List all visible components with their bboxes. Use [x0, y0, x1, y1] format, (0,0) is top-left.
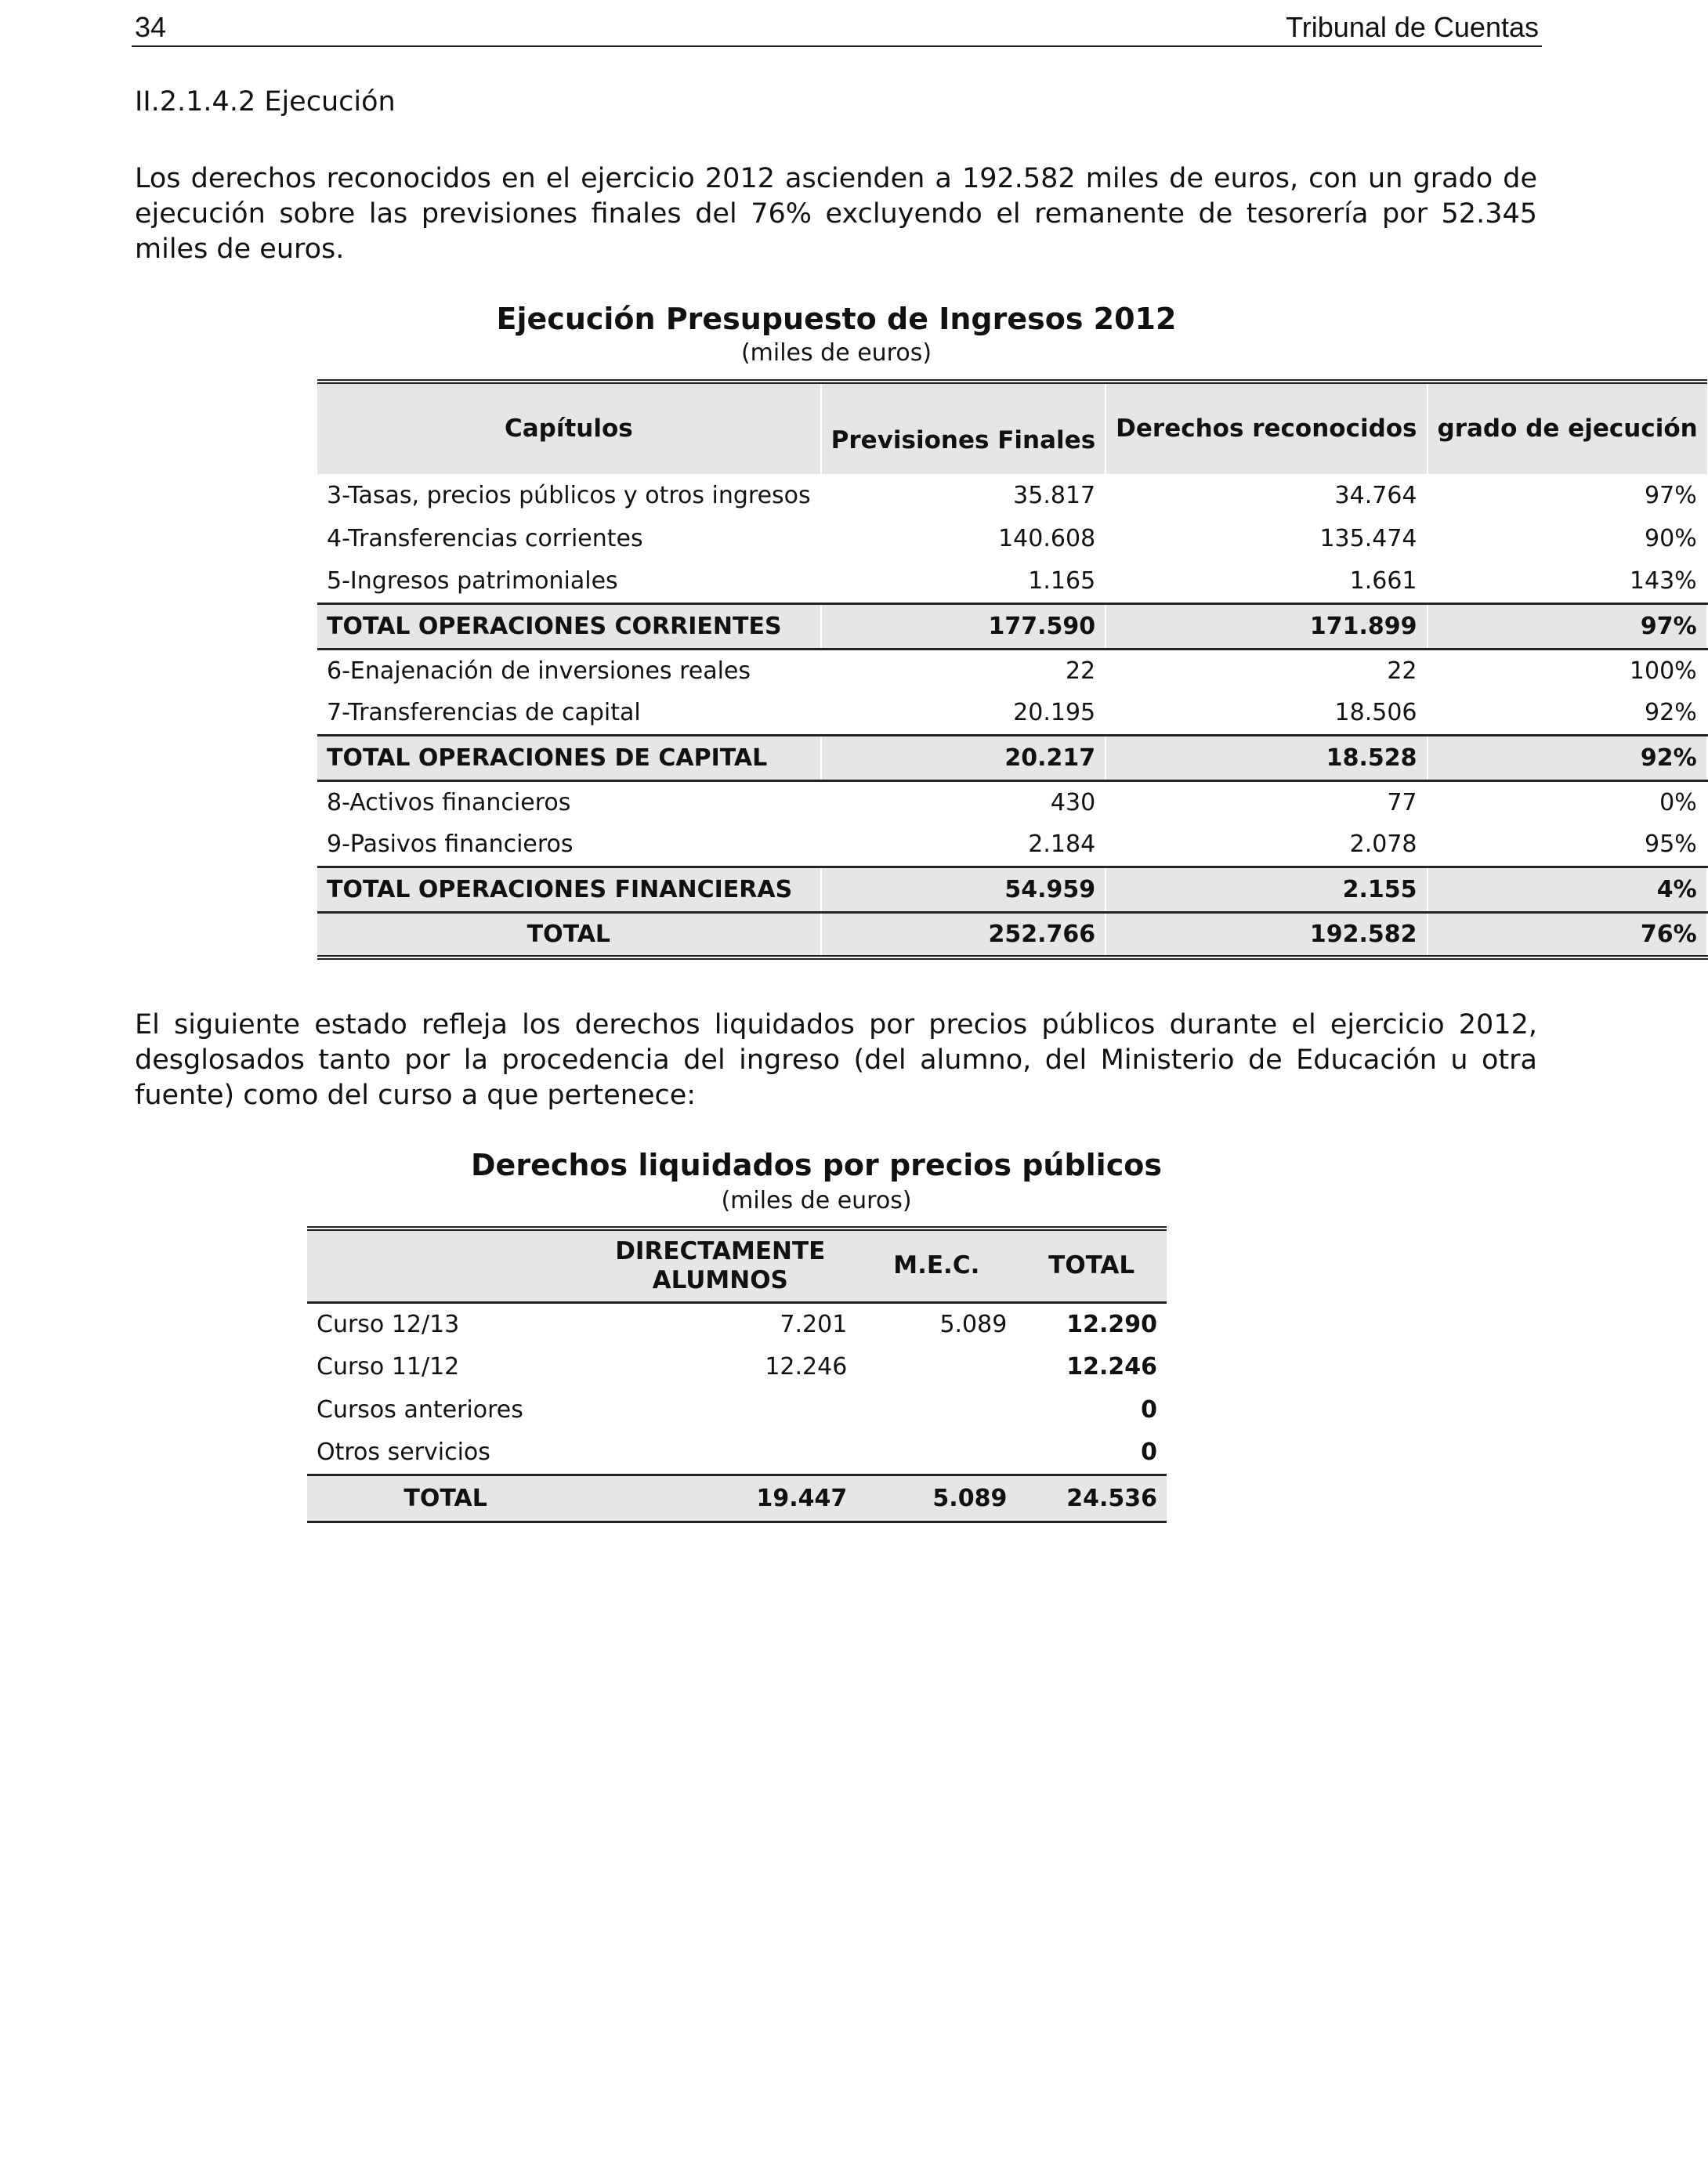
column-header: Previsiones Finales [821, 382, 1105, 474]
previsiones-cell: 140.608 [821, 517, 1105, 560]
previsiones-cell: 177.590 [821, 603, 1105, 649]
page-number: 34 [135, 11, 167, 43]
table-row [307, 1345, 1167, 1388]
row-label: 4-Transferencias corrientes [317, 517, 821, 560]
row-label: Curso 11/12 [317, 1353, 460, 1381]
grado-cell: 97% [1428, 603, 1707, 649]
row-label: TOTAL OPERACIONES DE CAPITAL [317, 735, 821, 780]
row-label: 8-Activos financieros [317, 780, 821, 823]
table-row [317, 649, 1707, 692]
table-row [307, 1302, 1167, 1345]
grado-cell: 97% [1428, 474, 1707, 517]
grado-cell: 92% [1428, 692, 1707, 735]
row-label: 3-Tasas, precios públicos y otros ingresos [317, 474, 821, 517]
section-heading: II.2.1.4.2 Ejecución [135, 86, 396, 118]
previsiones-cell: 252.766 [821, 912, 1105, 957]
row-label: Otros servicios [317, 1439, 490, 1467]
row-label: TOTAL OPERACIONES FINANCIERAS [317, 867, 821, 912]
table2-title: Derechos liquidados por precios públicos [471, 1148, 1162, 1182]
table-header-row [317, 382, 1707, 474]
derechos-cell: 2.078 [1105, 823, 1427, 867]
previsiones-cell: 20.195 [821, 692, 1105, 735]
table1-subtitle: (miles de euros) [740, 339, 932, 367]
grado-cell: 0% [1428, 780, 1707, 823]
derechos-cell: 34.764 [1105, 474, 1427, 517]
grado-cell: 76% [1428, 912, 1707, 957]
grand-total-row [317, 912, 1707, 957]
derechos-cell: 77 [1105, 780, 1427, 823]
mec-cell [856, 1431, 1016, 1475]
subtotal-row [317, 867, 1707, 912]
table-row [317, 560, 1707, 603]
grado-cell: 92% [1428, 735, 1707, 780]
total-cell: 24.536 [1016, 1475, 1167, 1522]
row-label: TOTAL OPERACIONES CORRIENTES [317, 603, 821, 649]
derechos-cell: 18.528 [1105, 735, 1427, 780]
previsiones-cell: 2.184 [821, 823, 1105, 867]
column-header: Derechos reconocidos [1105, 382, 1427, 474]
alumnos-cell: 7.201 [780, 1310, 848, 1338]
subtotal-row [317, 603, 1707, 649]
derechos-cell: 1.661 [1105, 560, 1427, 603]
derechos-cell: 2.155 [1105, 867, 1427, 912]
row-label: Cursos anteriores [317, 1396, 523, 1424]
table-row [317, 517, 1707, 560]
table-row [317, 474, 1707, 517]
previsiones-cell: 35.817 [821, 474, 1105, 517]
column-header: Capítulos [317, 382, 821, 474]
grado-cell: 143% [1428, 560, 1707, 603]
table-header-row [307, 1229, 1167, 1302]
column-header: grado de ejecución [1437, 414, 1698, 443]
derechos-cell: 135.474 [1105, 517, 1427, 560]
mec-cell: 5.089 [856, 1475, 1016, 1522]
total-cell: 0 [1141, 1439, 1157, 1467]
grado-cell: 95% [1428, 823, 1707, 867]
column-header [307, 1229, 584, 1302]
column-header: DIRECTAMENTE ALUMNOS [584, 1229, 856, 1302]
page-header [132, 6, 1542, 47]
derechos-cell: 171.899 [1105, 603, 1427, 649]
mec-cell [856, 1345, 1016, 1388]
row-label: Curso 12/13 [317, 1310, 460, 1338]
total-cell: 12.246 [1066, 1353, 1157, 1381]
table1-title: Ejecución Presupuesto de Ingresos 2012 [496, 302, 1177, 336]
table-row [307, 1431, 1167, 1475]
alumnos-cell: 12.246 [765, 1353, 848, 1381]
subtotal-row [317, 735, 1707, 780]
running-title: Tribunal de Cuentas [1286, 11, 1539, 43]
row-label: 9-Pasivos financieros [317, 823, 821, 867]
grand-total-row [307, 1475, 1167, 1522]
previsiones-cell: 20.217 [821, 735, 1105, 780]
total-cell: 0 [1141, 1396, 1157, 1424]
table2-subtitle: (miles de euros) [721, 1187, 912, 1214]
previsiones-cell: 1.165 [821, 560, 1105, 603]
grado-cell: 4% [1428, 867, 1707, 912]
grado-cell: 100% [1428, 649, 1707, 692]
row-label: 5-Ingresos patrimoniales [317, 560, 821, 603]
grado-cell: 90% [1428, 517, 1707, 560]
column-header: TOTAL [1016, 1229, 1167, 1302]
precios-publicos-table [307, 1226, 1167, 1523]
row-label: 7-Transferencias de capital [317, 692, 821, 735]
row-label: TOTAL [317, 912, 821, 957]
alumnos-cell [584, 1431, 856, 1475]
derechos-cell: 18.506 [1105, 692, 1427, 735]
table-row [317, 692, 1707, 735]
previsiones-cell: 22 [821, 649, 1105, 692]
row-label: TOTAL [307, 1475, 584, 1522]
table-row [317, 780, 1707, 823]
paragraph-derechos-reconocidos: Los derechos reconocidos en el ejercicio 2012 ascienden a 192.582 miles de euros, con un grado de ejecución sobre las previsiones finales del 76% excluyendo el remanente de tesorería por 52.345 miles de euros. [135, 163, 1537, 265]
alumnos-cell [584, 1388, 856, 1431]
mec-cell [856, 1388, 1016, 1431]
alumnos-cell: 19.447 [584, 1475, 856, 1522]
paragraph-precios-publicos: El siguiente estado refleja los derechos liquidados por precios públicos durante el ejercicio 2012, desglosados tanto por la procedencia del ingreso (del alumno, del Ministerio de Educación u otra fuente) como del curso a que pertenece: [135, 1009, 1537, 1111]
table-row [317, 823, 1707, 867]
derechos-cell: 192.582 [1105, 912, 1427, 957]
total-cell: 12.290 [1066, 1310, 1157, 1338]
mec-cell: 5.089 [939, 1310, 1008, 1338]
ingresos-execution-table [317, 379, 1708, 960]
previsiones-cell: 54.959 [821, 867, 1105, 912]
column-header: M.E.C. [856, 1229, 1016, 1302]
derechos-cell: 22 [1105, 649, 1427, 692]
row-label: 6-Enajenación de inversiones reales [317, 649, 821, 692]
table-row [307, 1388, 1167, 1431]
previsiones-cell: 430 [821, 780, 1105, 823]
